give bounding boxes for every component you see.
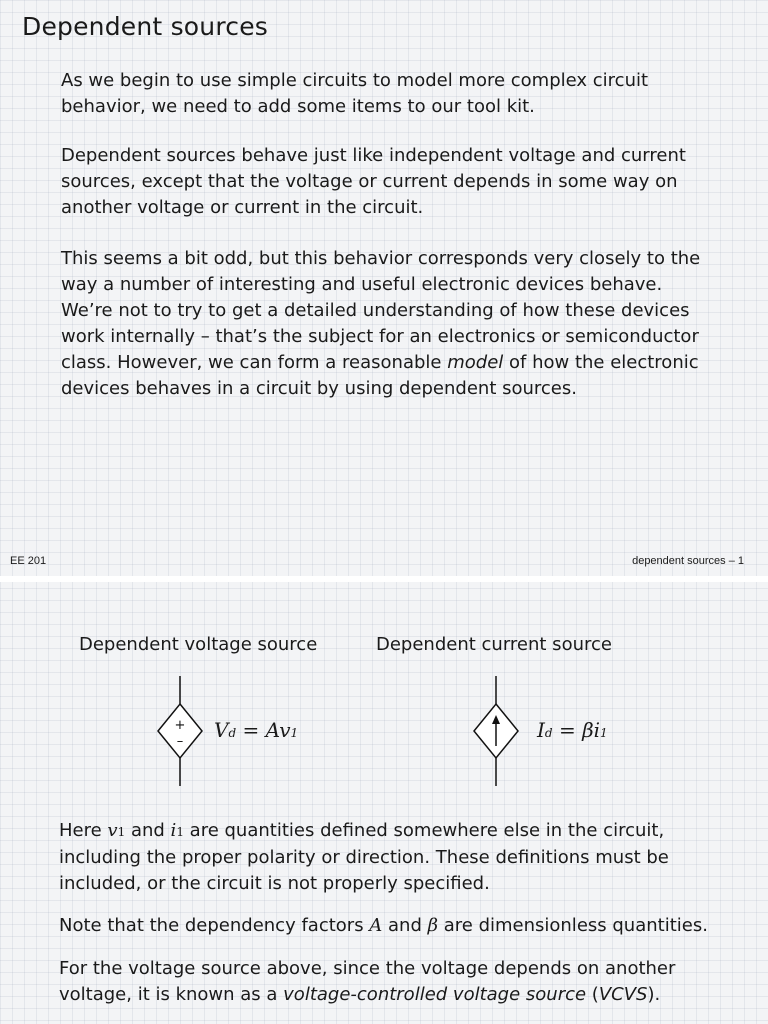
dependent-current-source-icon — [466, 676, 526, 788]
dependent-voltage-source-icon — [150, 676, 210, 788]
p5-text-1: Note that the dependency factors — [59, 915, 370, 936]
footer-page: dependent sources – 1 — [632, 555, 744, 567]
plus-sign: + — [174, 718, 186, 733]
p3-text-1: This seems a bit odd, but this behavior corresponds very closely to the way a number of interesting and useful electronic devices behave. We’re not to try to get a detailed understanding of how these devices work internally – that’s the subject for an electronics or semiconductor class. However, we can form a reasonable — [61, 248, 701, 373]
p3-text-2: of how the electronic devices behaves in a circuit by using dependent sources. — [61, 352, 699, 399]
p5-text-2: and — [382, 915, 428, 936]
p5-math-a: A — [369, 915, 383, 936]
paragraph-definition: Dependent sources behave just like independent voltage and current sources, except that the voltage or current depends in some way on another voltage or current in the circuit. — [61, 145, 686, 218]
p6-text-1: For the voltage source above, since the voltage depends on another voltage, it is known as a — [59, 958, 676, 1005]
p4-math-v1 — [107, 820, 125, 841]
p4-i: i — [170, 820, 177, 841]
paragraph-dimensionless — [59, 913, 729, 939]
veq-mid: = Av — [236, 718, 291, 742]
voltage-equation — [214, 718, 298, 742]
p6-text-3: ). — [647, 984, 661, 1005]
ceq-mid: = βi — [552, 718, 601, 742]
paragraph-intro: As we begin to use simple circuits to model more complex circuit behavior, we need to add some items to our tool kit. — [61, 70, 649, 117]
p4-text-2: and — [125, 820, 171, 841]
p6-emphasis: voltage-controlled voltage source — [283, 984, 587, 1005]
p3-emphasis-model: model — [447, 352, 504, 373]
p5-text-3: are dimensionless quantities. — [438, 915, 708, 936]
ceq-lhs: I — [537, 718, 545, 742]
p6-abbr: VCVS — [598, 984, 648, 1005]
veq-lhs: V — [214, 718, 229, 742]
slide-title: Dependent sources — [22, 12, 269, 41]
p6-text-2: ( — [586, 984, 599, 1005]
p4-math-i1 — [171, 820, 184, 841]
p4-v: v — [107, 820, 118, 841]
p4-v-sub: 1 — [117, 825, 126, 839]
current-equation — [537, 718, 608, 742]
veq-rhs-sub: 1 — [290, 726, 299, 740]
p5-math-beta: β — [427, 915, 439, 936]
ceq-rhs-sub: 1 — [600, 726, 608, 740]
paragraph-model — [61, 246, 711, 402]
paragraph-quantities — [59, 818, 729, 897]
ceq-lhs-sub: d — [544, 726, 553, 740]
minus-sign: – — [176, 734, 184, 749]
voltage-source-label: Dependent voltage source — [79, 634, 318, 655]
p4-text-1: Here — [59, 820, 108, 841]
current-source-label: Dependent current source — [376, 634, 612, 655]
p4-i-sub: 1 — [176, 825, 184, 839]
footer-course: EE 201 — [10, 555, 47, 567]
veq-lhs-sub: d — [228, 726, 237, 740]
p4-text-3: are quantities defined somewhere else in the circuit, including the proper polarity or direction. These definitions must be included, or the circuit is not properly specified. — [59, 820, 669, 894]
paragraph-vcvs — [59, 956, 729, 1008]
